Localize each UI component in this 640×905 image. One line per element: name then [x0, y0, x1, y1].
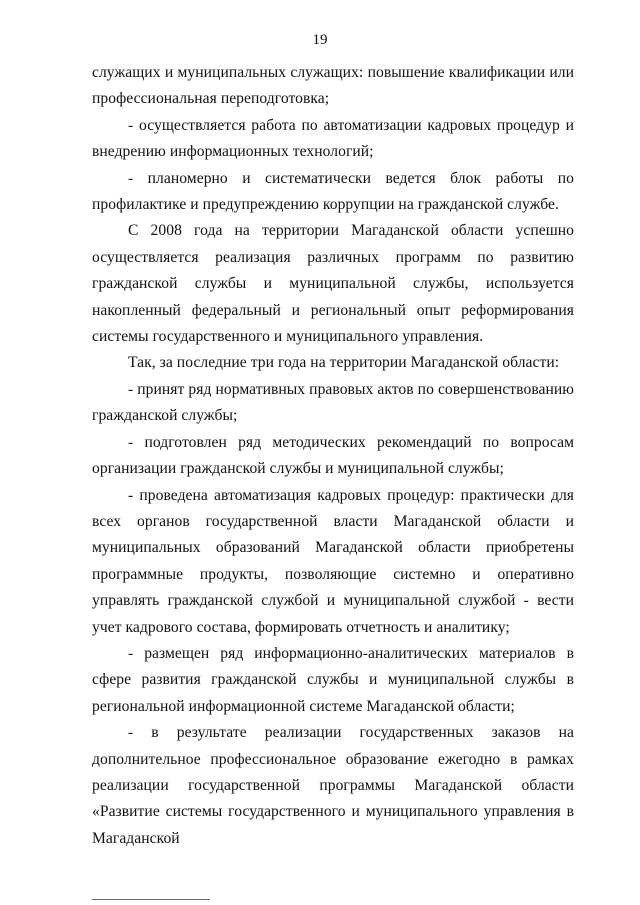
paragraph-continuation: служащих и муниципальных служащих: повышение квалификации или профессиональная переподготовка; [92, 64, 574, 108]
document-body [92, 60, 574, 852]
paragraph-information-materials: - размещен ряд информационно-аналитических материалов в сфере развития гражданской службы и муниципальной службы в региональной информационной системе Магаданской области; [92, 644, 574, 715]
page-number: 19 [312, 32, 328, 48]
paragraph-last-three-years: Так, за последние три года на территории Магаданской области: [128, 354, 560, 372]
paragraph-automation: - осуществляется работа по автоматизации кадровых процедур и внедрению информационных технологий; [92, 116, 574, 161]
paragraph-state-orders: - в результате реализации государственных заказов на дополнительное профессиональное образование ежегодно в рамках реализации государственной программы Магаданской области «Развитие системы государственного и муниципального управления в Магаданской [92, 724, 574, 847]
paragraph-legal-acts: - принят ряд нормативных правовых актов по совершенствованию гражданской службы; [92, 380, 574, 425]
paragraph-anticorruption: - планомерно и систематически ведется блок работы по профилактике и предупреждению коррупции на гражданской службе. [92, 169, 574, 214]
paragraph-methodical-recommendations: - подготовлен ряд методических рекомендаций по вопросам организации гражданской службы и муниципальной службы; [92, 433, 574, 478]
footer-separator [92, 899, 210, 900]
paragraph-since-2008: С 2008 года на территории Магаданской области успешно осуществляется реализация различных программ по развитию гражданской службы и муниципальной службы, используется накопленный федеральный и региональный опыт реформирования системы государственного и муниципального управления. [92, 222, 574, 346]
paragraph-hr-automation: - проведена автоматизация кадровых процедур: практически для всех органов государственной власти Магаданской области и муниципальных образований Магаданской области приобретены программные продукты, позволяющие системно и оперативно управлять гражданской службой и муниципальной службой - вести учет кадрового состава, формировать отчетность и аналитику; [92, 486, 574, 636]
